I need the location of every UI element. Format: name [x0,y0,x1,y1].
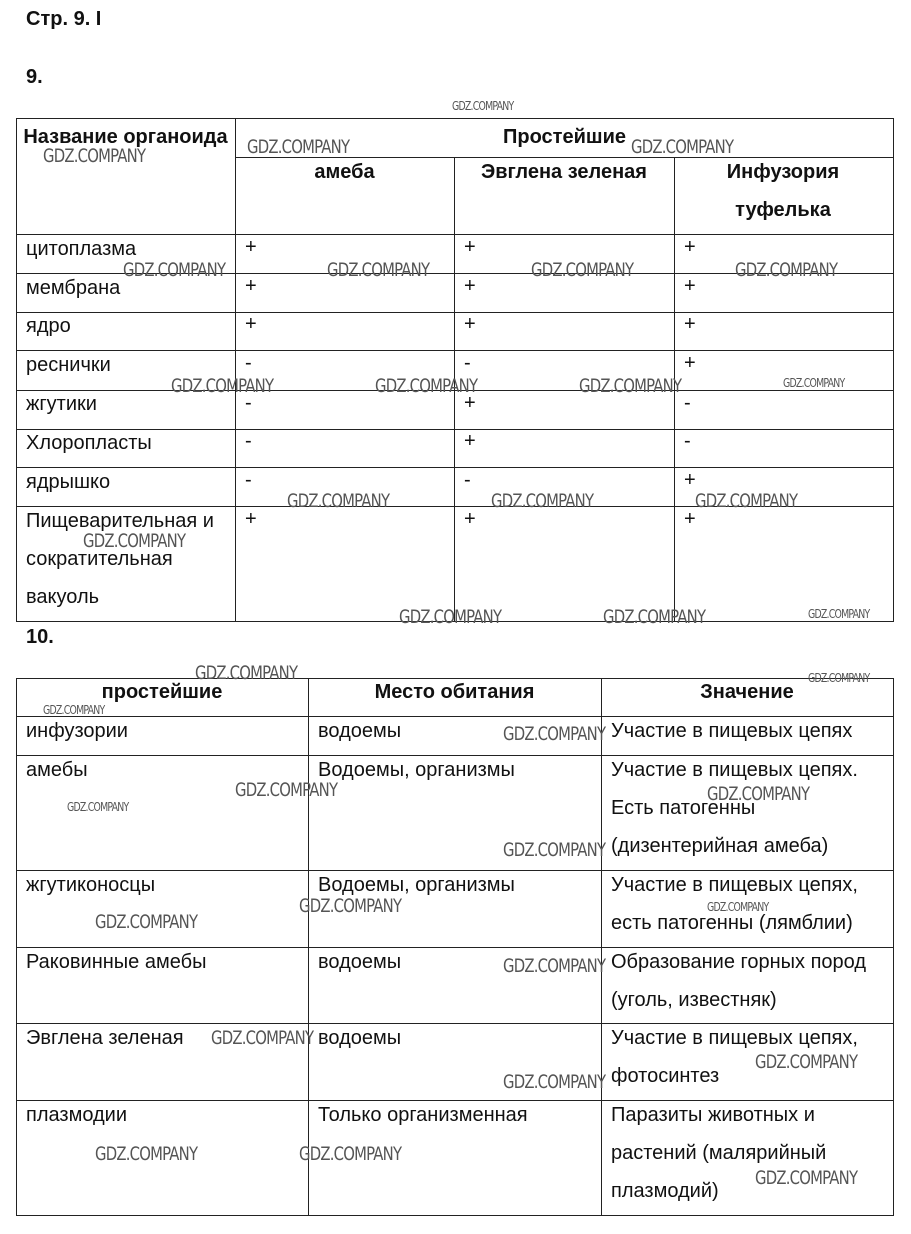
habitat-value: Только организменная [318,1104,528,1126]
row-name: цитоплазма [26,238,137,260]
watermark: GDZ.COMPANY [695,490,798,512]
cell-value: + [245,236,257,258]
watermark: GDZ.COMPANY [631,136,734,158]
watermark: GDZ.COMPANY [247,136,350,158]
row-name: Пищеварительная и сократительная вакуоль [26,510,214,608]
cell-value: + [684,313,696,335]
watermark: GDZ.COMPANY [67,800,129,814]
cell-value: + [684,469,696,491]
watermark: GDZ.COMPANY [235,779,338,801]
cell-value: + [464,236,476,258]
watermark: GDZ.COMPANY [95,1143,198,1165]
watermark: GDZ.COMPANY [375,375,478,397]
page-title: Стр. 9. І [26,8,102,30]
row-name: ядро [26,315,71,337]
cell-value: + [464,313,476,335]
watermark: GDZ.COMPANY [503,723,606,745]
watermark: GDZ.COMPANY [123,259,226,281]
habitat-value: водоемы [318,720,402,742]
watermark: GDZ.COMPANY [603,606,706,628]
row-name: реснички [26,354,111,376]
watermark: GDZ.COMPANY [327,259,430,281]
watermark: GDZ.COMPANY [195,662,298,684]
cell-value: - [464,469,471,491]
meaning-value: Участие в пищевых цепях. Есть патогенны (дизентерийная амеба) [611,759,858,857]
row-name: жгутики [26,393,97,415]
watermark: GDZ.COMPANY [755,1167,858,1189]
habitat-value: водоемы [318,951,402,973]
watermark: GDZ.COMPANY [43,145,146,167]
cell-value: - [684,430,691,452]
cell-value: - [464,352,471,374]
meaning-value: Участие в пищевых цепях, есть патогенны (лямблии) [611,874,858,934]
protist-name: инфузории [26,720,128,742]
watermark: GDZ.COMPANY [503,839,606,861]
watermark: GDZ.COMPANY [287,490,390,512]
header-amoeba: амеба [314,161,375,183]
cell-value: + [245,508,257,530]
habitat-value: водоемы [318,1027,402,1049]
cell-value: - [245,392,252,414]
watermark: GDZ.COMPANY [783,376,845,390]
header-protists: простейшие [101,681,223,703]
watermark: GDZ.COMPANY [531,259,634,281]
watermark: GDZ.COMPANY [707,783,810,805]
watermark: GDZ.COMPANY [808,671,870,685]
habitat-value: Водоемы, организмы [318,874,515,896]
header-meaning: Значение [700,681,794,703]
row-name: Хлоропласты [26,432,152,454]
watermark: GDZ.COMPANY [579,375,682,397]
task-10-number: 10. [26,626,54,648]
header-euglena: Эвглена зеленая [481,161,647,183]
cell-value: - [245,430,252,452]
watermark: GDZ.COMPANY [808,607,870,621]
header-organoid-name: Название органоида [23,126,228,148]
protist-name: плазмодии [26,1104,128,1126]
watermark: GDZ.COMPANY [83,530,186,552]
cell-value: + [684,275,696,297]
meaning-value: Паразиты животных и растений (малярийный плазмодий) [611,1104,827,1202]
protist-name: Эвглена зеленая [26,1027,184,1049]
cell-value: + [684,236,696,258]
watermark: GDZ.COMPANY [171,375,274,397]
watermark: GDZ.COMPANY [95,911,198,933]
watermark: GDZ.COMPANY [755,1051,858,1073]
meaning-value: Образование горных пород (уголь, известняк) [611,951,867,1011]
watermark: GDZ.COMPANY [707,900,769,914]
protist-name: жгутиконосцы [26,874,156,896]
cell-value: + [464,275,476,297]
watermark: GDZ.COMPANY [299,1143,402,1165]
meaning-value: Участие в пищевых цепях, фотосинтез [611,1027,858,1087]
header-habitat: Место обитания [374,681,535,703]
cell-value: + [464,392,476,414]
habitat-value: Водоемы, организмы [318,759,515,781]
row-name: ядрышко [26,471,111,493]
watermark: GDZ.COMPANY [452,99,514,113]
watermark: GDZ.COMPANY [503,955,606,977]
row-name: мембрана [26,277,121,299]
header-paramecium: Инфузория туфелька [726,161,840,221]
cell-value: + [464,430,476,452]
meaning-value: Участие в пищевых цепях [611,720,853,742]
task-9-number: 9. [26,66,43,88]
cell-value: + [464,508,476,530]
watermark: GDZ.COMPANY [735,259,838,281]
watermark: GDZ.COMPANY [43,703,105,717]
watermark: GDZ.COMPANY [211,1027,314,1049]
cell-value: + [684,508,696,530]
watermark: GDZ.COMPANY [399,606,502,628]
watermark: GDZ.COMPANY [491,490,594,512]
watermark: GDZ.COMPANY [503,1071,606,1093]
watermark: GDZ.COMPANY [299,895,402,917]
cell-value: + [245,313,257,335]
cell-value: - [245,352,252,374]
protist-name: Раковинные амебы [26,951,207,973]
cell-value: + [245,275,257,297]
cell-value: - [245,469,252,491]
header-protists-group: Простейшие [503,126,626,148]
protist-name: амебы [26,759,88,781]
cell-value: - [684,392,691,414]
cell-value: + [684,352,696,374]
